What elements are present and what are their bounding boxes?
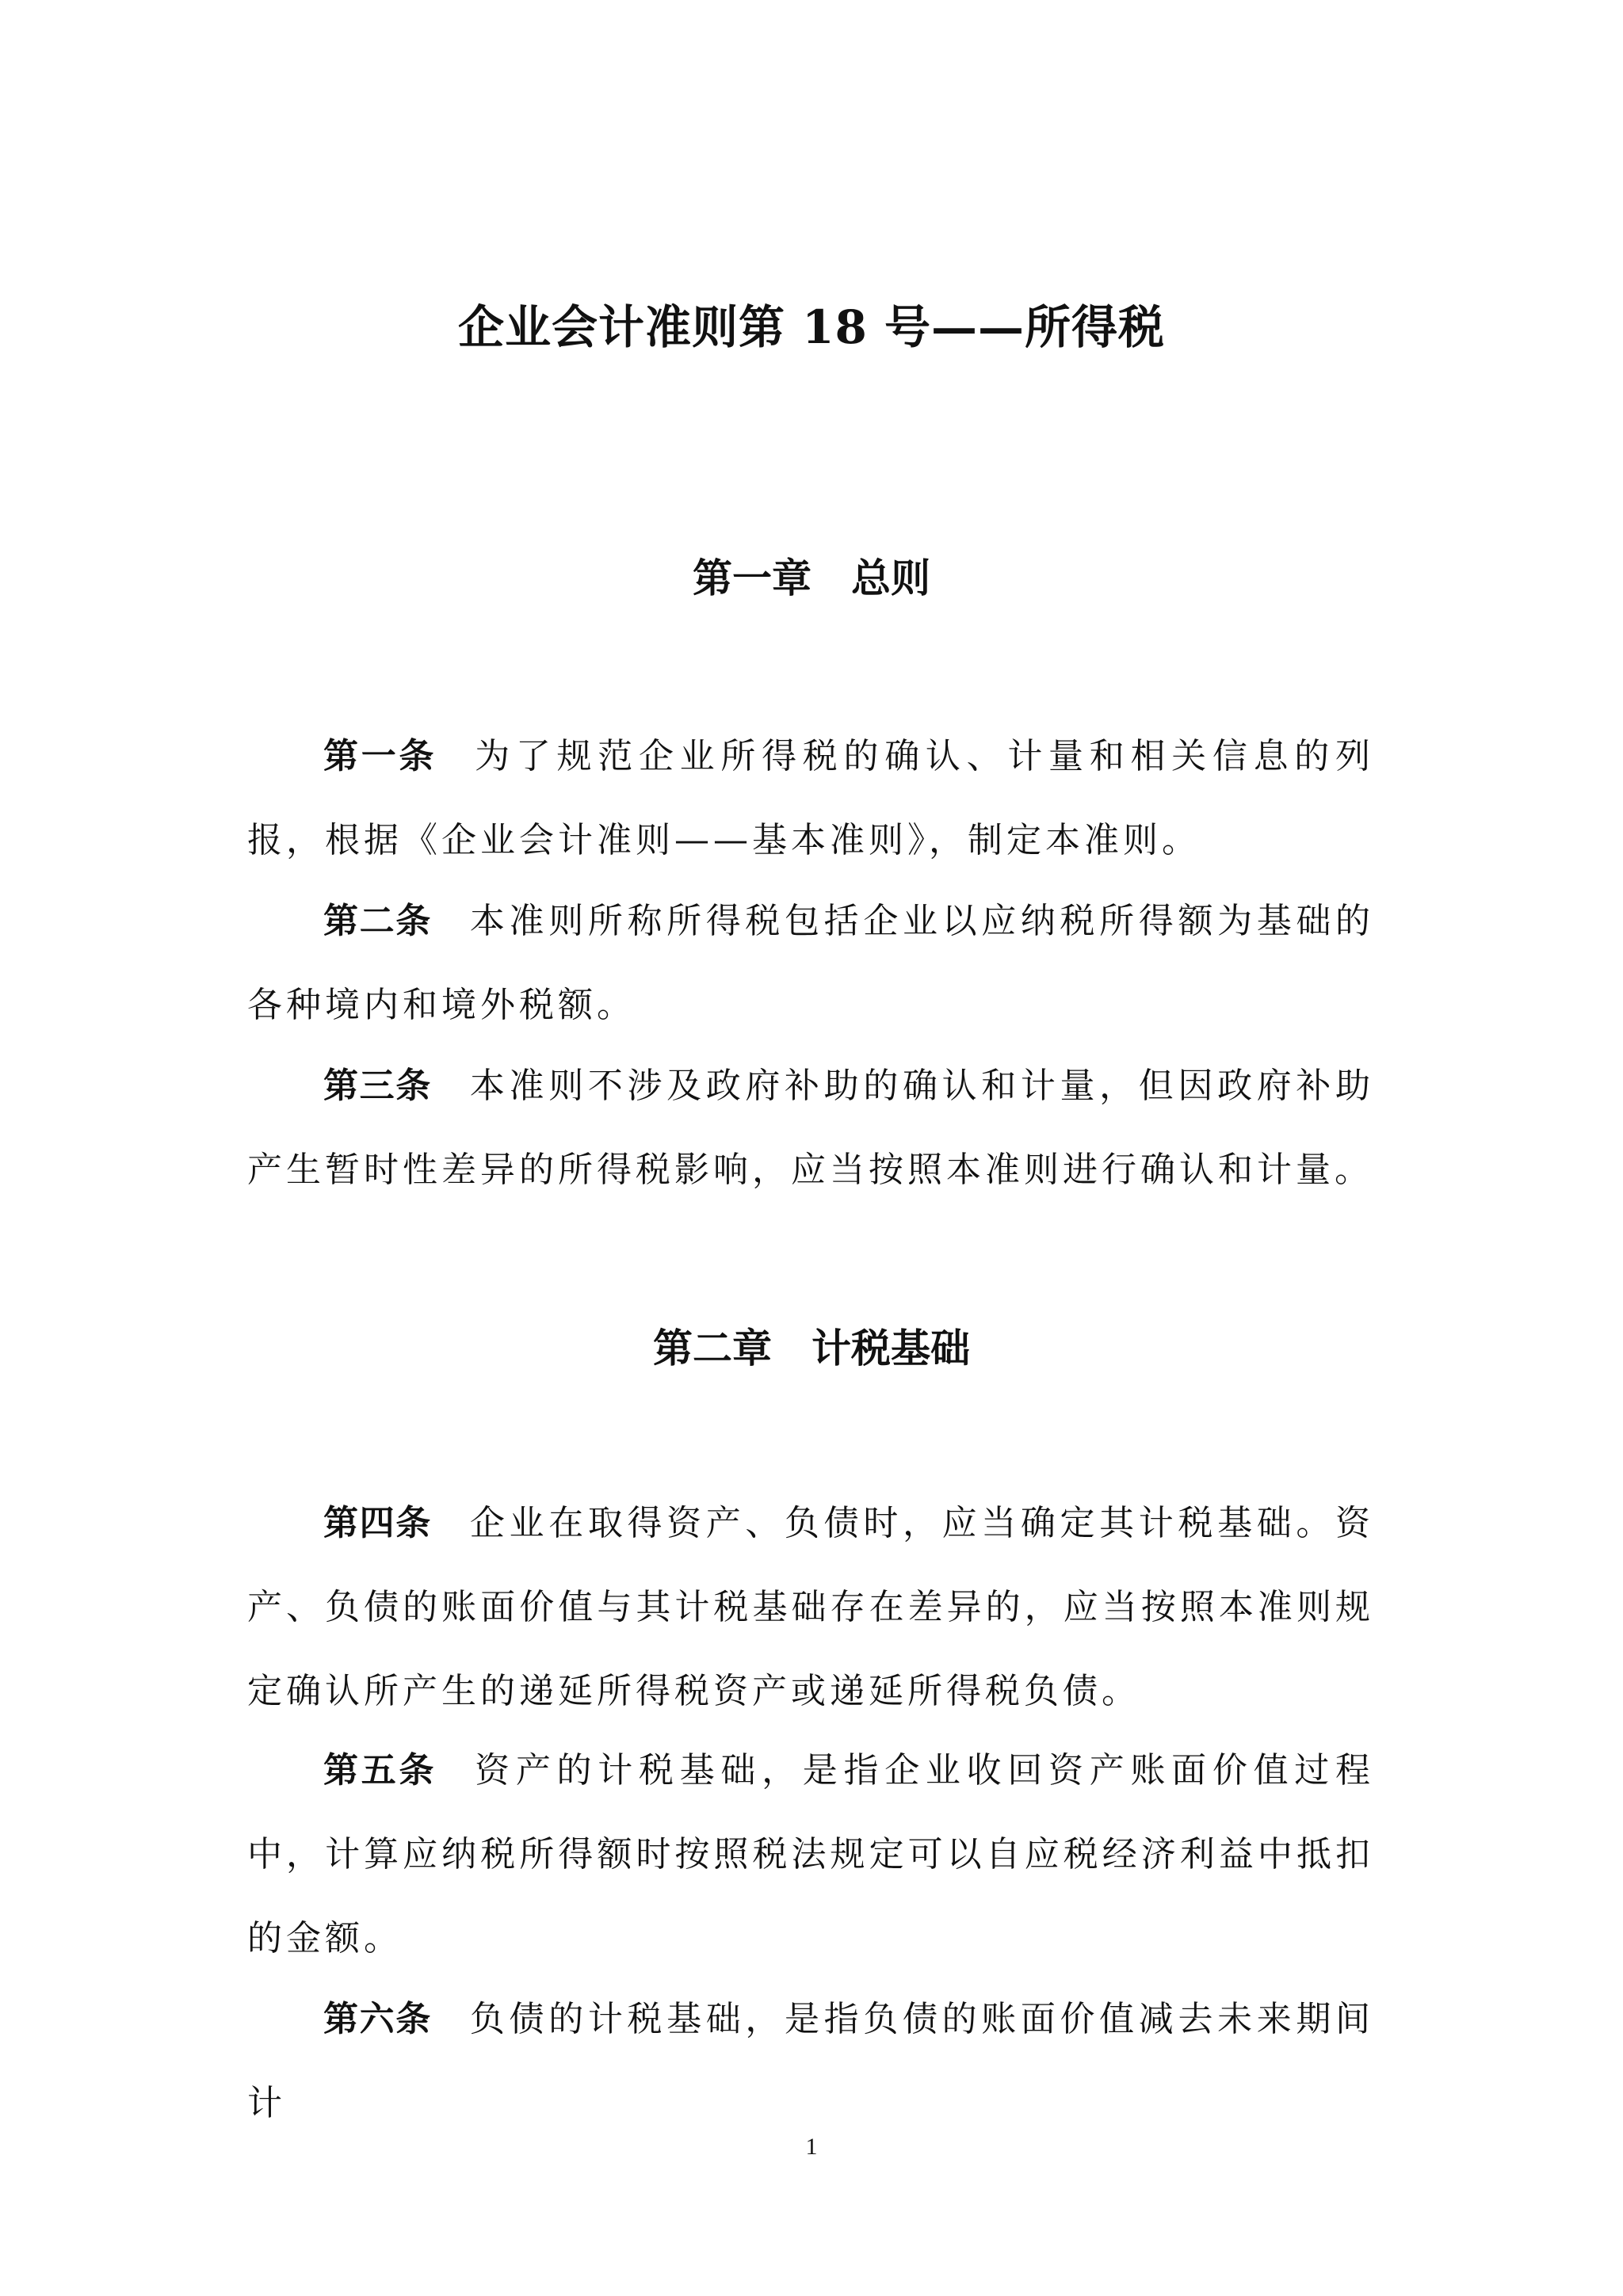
article-text: 本准则所称所得税包括企业以应纳税所得额为基础的各种境内和境外税额。 (247, 901, 1374, 1025)
article-label: 第三条 (323, 1066, 432, 1106)
document-title: 企业会计准则第 18 号——所得税 (457, 300, 1166, 354)
page-number: 1 (805, 2134, 818, 2160)
article-text: 资产的计税基础，是指企业收回资产账面价值过程中，计算应纳税所得额时按照税法规定可以自应税经济利益中抵扣的金额。 (247, 1750, 1374, 1958)
article-label: 第五条 (323, 1750, 437, 1791)
article-3 (247, 1044, 1374, 1212)
chapter-heading-2: 第二章 计税基础 (653, 1325, 970, 1371)
article-5 (247, 1729, 1374, 1981)
article-text: 企业在取得资产、负债时，应当确定其计税基础。资产、负债的账面价值与其计税基础存在差异的，应当按照本准则规定确认所产生的递延所得税资产或递延所得税负债。 (247, 1503, 1374, 1711)
article-6 (247, 1978, 1374, 2145)
article-4 (247, 1482, 1374, 1733)
article-1 (247, 715, 1374, 883)
article-label: 第四条 (323, 1503, 432, 1543)
article-label: 第二条 (323, 901, 432, 941)
article-text: 本准则不涉及政府补助的确认和计量，但因政府补助产生暂时性差异的所得税影响，应当按照本准则进行确认和计量。 (247, 1066, 1374, 1190)
article-2 (247, 879, 1374, 1047)
article-text: 为了规范企业所得税的确认、计量和相关信息的列报，根据《企业会计准则——基本准则》，制定本准则。 (247, 736, 1374, 860)
chapter-heading-1: 第一章 总则 (693, 555, 930, 601)
article-text: 负债的计税基础，是指负债的账面价值减去未来期间计 (247, 1999, 1374, 2123)
article-label: 第六条 (323, 1999, 432, 2039)
article-label: 第一条 (323, 736, 437, 776)
